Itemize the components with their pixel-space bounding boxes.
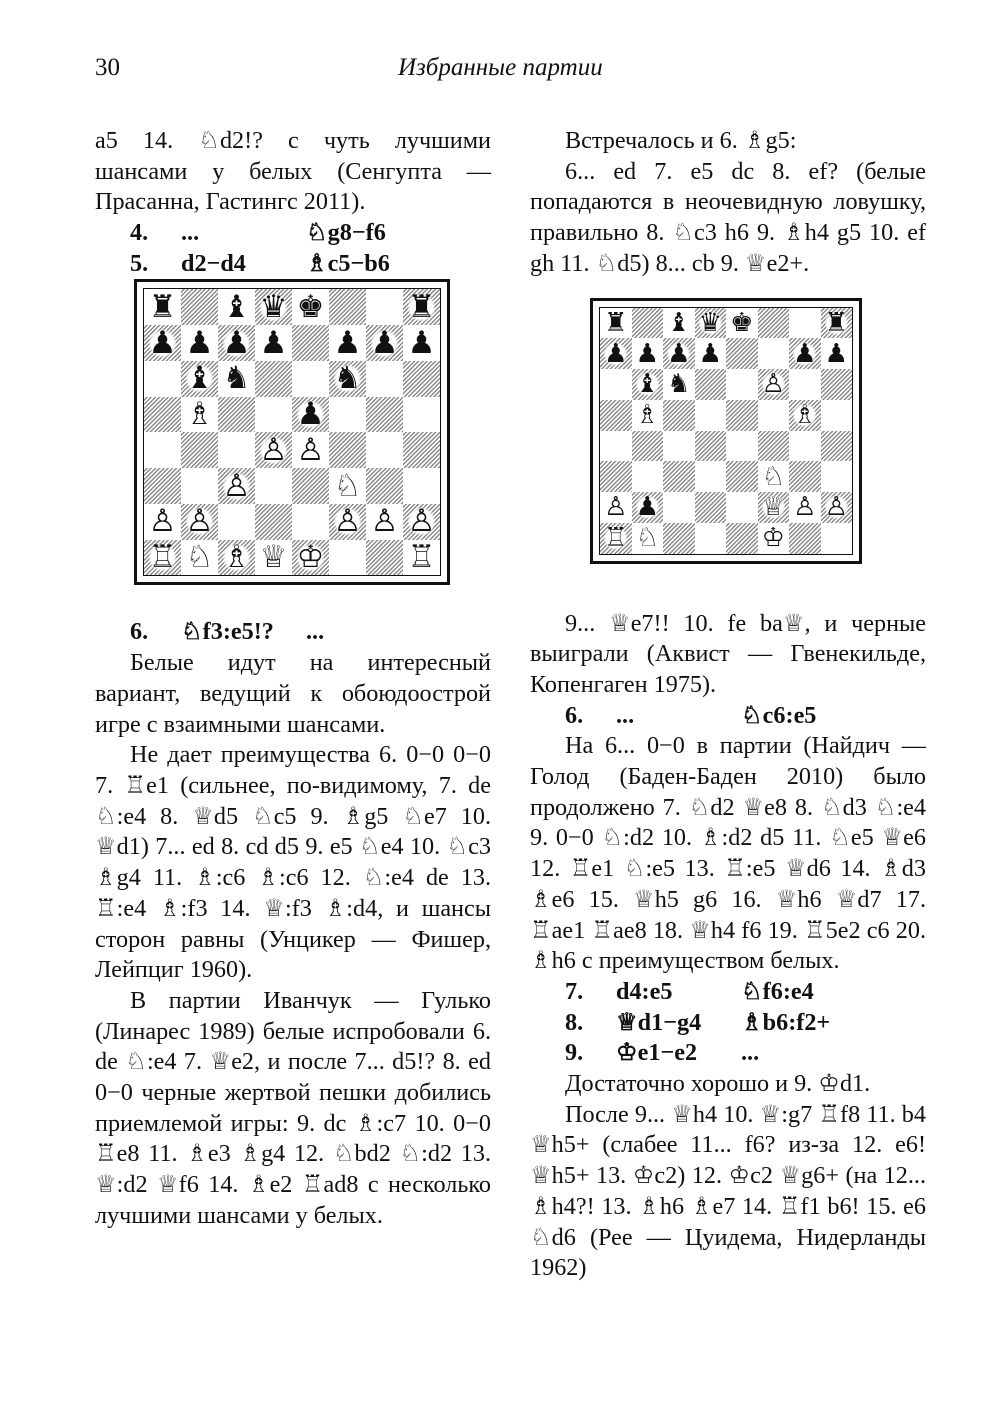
- board-square: [789, 492, 821, 523]
- board-square: [600, 431, 632, 462]
- move-number: 4.: [130, 219, 149, 247]
- board-square: [695, 369, 727, 400]
- move-number: 7.: [565, 977, 584, 1005]
- board-square: [403, 289, 440, 325]
- board-square: [726, 400, 758, 431]
- board-square: [218, 504, 255, 540]
- paragraph: 6... ed 7. e5 dc 8. ef? (белые попадаются в неочевидную ловушку, правильно 8. ♘c3 h6 9. ♗h4 g5 10. ef gh 11. ♘d5) 8... cb 9. ♕e2+.: [530, 157, 926, 277]
- chess-piece: ♙: [824, 492, 848, 523]
- move-line: [95, 218, 491, 249]
- board-square: [600, 523, 632, 554]
- board-square: [255, 504, 292, 540]
- board-square: [821, 431, 853, 462]
- move-line: [95, 617, 491, 648]
- board-square: [758, 492, 790, 523]
- board-square: [255, 325, 292, 361]
- chess-piece: ♟: [185, 324, 214, 361]
- right-column: [530, 126, 926, 1284]
- board-square: [632, 492, 664, 523]
- board-square: [632, 338, 664, 369]
- board-square: [181, 540, 218, 576]
- chess-piece: ♟: [296, 396, 325, 433]
- chess-piece: ♔: [761, 523, 785, 554]
- board-square: [789, 431, 821, 462]
- chess-piece: ♙: [185, 503, 214, 540]
- chess-piece: ♘: [761, 461, 785, 492]
- board-square: [789, 338, 821, 369]
- move-line: [95, 249, 491, 280]
- board-square: [663, 492, 695, 523]
- move-number: 9.: [565, 1039, 584, 1067]
- chess-piece: ♜: [824, 307, 848, 338]
- board-square: [758, 431, 790, 462]
- move-number: 6.: [565, 701, 584, 729]
- board-square: [789, 308, 821, 339]
- chess-piece: ♖: [148, 539, 177, 576]
- chess-piece: ♖: [407, 539, 436, 576]
- board-square: [695, 523, 727, 554]
- chess-piece: ♞: [667, 369, 691, 400]
- board-square: [144, 432, 181, 468]
- board-square: [218, 397, 255, 433]
- board-square: [600, 338, 632, 369]
- board-square: [366, 289, 403, 325]
- board-square: [789, 400, 821, 431]
- chess-piece: ♟: [604, 338, 628, 369]
- board-square: [789, 523, 821, 554]
- chess-piece: ♚: [296, 288, 325, 325]
- board-square: [255, 468, 292, 504]
- board-square: [144, 289, 181, 325]
- board-square: [144, 361, 181, 397]
- board-square: [144, 540, 181, 576]
- chess-piece: ♙: [259, 431, 288, 468]
- paragraph: a5 14. ♘d2!? с чуть лучшими шансами у белых (Сенгупта — Прасанна, Гастингс 2011).: [95, 127, 491, 216]
- board-square: [329, 504, 366, 540]
- chess-piece: ♙: [761, 369, 785, 400]
- chess-piece: ♜: [148, 288, 177, 325]
- chess-piece: ♝: [635, 369, 659, 400]
- board-square: [695, 461, 727, 492]
- black-move: ...: [741, 1039, 760, 1067]
- board-square: [255, 289, 292, 325]
- chess-piece: ♟: [793, 338, 817, 369]
- chess-piece: ♙: [370, 503, 399, 540]
- chess-piece: ♙: [604, 492, 628, 523]
- board-square: [758, 369, 790, 400]
- black-move: ♘g8−f6: [306, 219, 386, 247]
- board-square: [366, 397, 403, 433]
- board-square: [758, 400, 790, 431]
- board-square: [663, 431, 695, 462]
- chess-piece: ♞: [222, 360, 251, 397]
- chess-piece: ♟: [333, 324, 362, 361]
- board-square: [632, 431, 664, 462]
- chess-piece: ♝: [222, 288, 251, 325]
- move-number: 8.: [565, 1008, 584, 1036]
- board-square: [218, 432, 255, 468]
- board-square: [632, 308, 664, 339]
- board-square: [632, 461, 664, 492]
- board-square: [218, 468, 255, 504]
- board-square: [821, 338, 853, 369]
- board-square: [821, 400, 853, 431]
- board-square: [255, 432, 292, 468]
- move-number: 6.: [130, 618, 149, 646]
- board-square: [255, 540, 292, 576]
- white-move: ...: [616, 701, 635, 729]
- board-square: [181, 289, 218, 325]
- board-square: [329, 325, 366, 361]
- board-square: [218, 540, 255, 576]
- chess-piece: ♛: [698, 307, 722, 338]
- board-square: [758, 338, 790, 369]
- board-square: [695, 431, 727, 462]
- board-square: [366, 325, 403, 361]
- chess-piece: ♘: [333, 467, 362, 504]
- left-column: [95, 126, 491, 1232]
- board-square: [329, 432, 366, 468]
- paragraph: Встречалось и 6. ♗g5:: [565, 127, 797, 154]
- board-square: [403, 468, 440, 504]
- board-square: [758, 461, 790, 492]
- chess-piece: ♞: [333, 360, 362, 397]
- move-line: [530, 1038, 926, 1069]
- board-square: [789, 461, 821, 492]
- board-square: [292, 468, 329, 504]
- white-move: d4:e5: [616, 977, 673, 1005]
- chess-piece: ♟: [370, 324, 399, 361]
- board-square: [726, 492, 758, 523]
- board-square: [821, 308, 853, 339]
- board-square: [695, 400, 727, 431]
- move-line: [530, 701, 926, 732]
- chess-piece: ♙: [407, 503, 436, 540]
- white-move: ♘f3:e5!?: [181, 618, 274, 646]
- chess-piece: ♜: [407, 288, 436, 325]
- white-move: ...: [181, 219, 200, 247]
- chess-piece: ♗: [185, 396, 214, 433]
- chess-piece: ♟: [635, 492, 659, 523]
- board-square: [663, 338, 695, 369]
- board-square: [366, 540, 403, 576]
- running-title: Избранные партии: [398, 54, 603, 81]
- board-square: [726, 523, 758, 554]
- board-square: [758, 523, 790, 554]
- board-square: [181, 361, 218, 397]
- board-square: [181, 432, 218, 468]
- board-square: [403, 325, 440, 361]
- chess-piece: ♛: [259, 288, 288, 325]
- board-square: [726, 461, 758, 492]
- board-square: [726, 308, 758, 339]
- board-square: [144, 504, 181, 540]
- board-square: [181, 504, 218, 540]
- black-move: ♗c5−b6: [306, 249, 390, 277]
- board-square: [329, 361, 366, 397]
- board-square: [366, 504, 403, 540]
- chess-piece: ♟: [698, 338, 722, 369]
- board-square: [292, 361, 329, 397]
- board-square: [663, 308, 695, 339]
- board-square: [292, 504, 329, 540]
- board-square: [789, 369, 821, 400]
- board-square: [292, 289, 329, 325]
- board-square: [329, 397, 366, 433]
- chess-piece: ♟: [259, 324, 288, 361]
- board-square: [218, 325, 255, 361]
- board-square: [403, 504, 440, 540]
- board-square: [144, 397, 181, 433]
- chess-piece: ♟: [824, 338, 848, 369]
- board-square: [218, 361, 255, 397]
- board-square: [600, 461, 632, 492]
- board-square: [600, 400, 632, 431]
- paragraph: На 6... 0−0 в партии (Найдич — Голод (Баден-Баден 2010) было продолжено 7. ♘d2 ♕e8 8. ♘d3 ♘:e4 9. 0−0 ♘:d2 10. ♗:d2 d5 11. ♘e5 ♕e6 12. ♖e1 ♘:e5 13. ♖:e5 ♕d6 14. ♗d3 ♗e6 15. ♕h5 g6 16. ♕h6 ♕d7 17. ♖ae1 ♖ae8 18. ♕h4 f6 19. ♖5e2 c6 20. ♗h6 с преимуществом белых.: [530, 732, 926, 975]
- chess-piece: ♝: [667, 307, 691, 338]
- board-square: [403, 361, 440, 397]
- paragraph: Достаточно хорошо и 9. ♔d1.: [565, 1070, 871, 1097]
- move-line: [530, 1008, 926, 1039]
- chess-piece: ♔: [296, 539, 325, 576]
- board-square: [366, 361, 403, 397]
- white-move: d2−d4: [181, 249, 246, 277]
- board-square: [663, 369, 695, 400]
- board-square: [600, 369, 632, 400]
- board-square: [181, 468, 218, 504]
- chess-piece: ♟: [667, 338, 691, 369]
- black-move: ♘f6:e4: [741, 977, 814, 1005]
- board-square: [255, 397, 292, 433]
- board-square: [366, 468, 403, 504]
- chess-piece: ♙: [148, 503, 177, 540]
- board-square: [600, 492, 632, 523]
- board-square: [632, 369, 664, 400]
- chess-piece: ♗: [222, 539, 251, 576]
- chess-piece: ♜: [604, 307, 628, 338]
- page-header: [0, 0, 1000, 100]
- chess-piece: ♟: [148, 324, 177, 361]
- chess-piece: ♙: [333, 503, 362, 540]
- chess-piece: ♚: [730, 307, 754, 338]
- chess-piece: ♘: [185, 539, 214, 576]
- board-square: [632, 523, 664, 554]
- paragraph: В партии Иванчук — Гулько (Линарес 1989) белые испробовали 6. de ♘:e4 7. ♕e2, и после 7... d5!? 8. ed 0−0 черные жертвой пешки добились приемлемой игры: 9. dc ♗:c7 10. 0−0 ♖e8 11. ♗e3 ♗g4 12. ♘bd2 ♘:d2 13. ♕:d2 ♕f6 14. ♗e2 ♖ad8 с несколько лучшими шансами у белых.: [95, 986, 491, 1229]
- board-square: [144, 468, 181, 504]
- board-square: [181, 325, 218, 361]
- board-square: [292, 397, 329, 433]
- white-move: ♕d1−g4: [616, 1008, 702, 1036]
- board-square: [758, 308, 790, 339]
- board-square: [181, 397, 218, 433]
- black-move: ♗b6:f2+: [741, 1008, 831, 1036]
- board-square: [821, 369, 853, 400]
- board-square: [366, 432, 403, 468]
- chess-piece: ♟: [222, 324, 251, 361]
- move-line: [530, 977, 926, 1008]
- chess-piece: ♙: [296, 431, 325, 468]
- white-move: ♔e1−e2: [616, 1039, 698, 1067]
- black-move: ♘c6:e5: [741, 701, 817, 729]
- paragraph: Белые идут на интересный вариант, ведущий к обоюдоострой игре с взаимными шансами.: [95, 649, 491, 738]
- board-square: [695, 492, 727, 523]
- board-square: [695, 308, 727, 339]
- paragraph: После 9... ♕h4 10. ♕:g7 ♖f8 11. b4 ♕h5+ (слабее 11... f6? из-за 12. e6! ♕h5+ 13. ♔c2) 12. ♔c2 ♕g6+ (на 12... ♗h4?! 13. ♗h6 ♗e7 14. ♖f1 b6! 15. e6 ♘d6 (Рее — Цуидема, Нидерланды 1962): [530, 1100, 926, 1282]
- chess-piece: ♕: [259, 539, 288, 576]
- paragraph: Не дает преимущества 6. 0−0 0−0 7. ♖e1 (сильнее, по-видимому, 7. de ♘:e4 8. ♕d5 ♘c5 9. ♗g5 ♘e7 10. ♕d1) 7... ed 8. cd d5 9. e5 ♘e4 10. ♘c3 ♗g4 11. ♗:c6 ♗:c6 12. ♘:e4 de 13. ♖:e4 ♗:f3 14. ♕:f3 ♗:d4, и шансы сторон равны (Унцикер — Фишер, Лейпциг 1960).: [95, 741, 491, 984]
- move-number: 5.: [130, 249, 149, 277]
- board-square: [329, 540, 366, 576]
- board-square: [663, 461, 695, 492]
- board-square: [821, 492, 853, 523]
- board-square: [632, 400, 664, 431]
- chess-piece: ♙: [222, 467, 251, 504]
- board-square: [292, 432, 329, 468]
- board-square: [292, 325, 329, 361]
- chess-piece: ♗: [793, 400, 817, 431]
- board-square: [403, 432, 440, 468]
- board-square: [292, 540, 329, 576]
- chess-piece: ♘: [635, 523, 659, 554]
- board-square: [600, 308, 632, 339]
- board-square: [726, 431, 758, 462]
- board-square: [255, 361, 292, 397]
- chess-piece: ♙: [793, 492, 817, 523]
- chess-piece: ♖: [604, 523, 628, 554]
- page-number: 30: [95, 54, 120, 81]
- board-square: [218, 289, 255, 325]
- board-square: [663, 400, 695, 431]
- black-move: ...: [306, 618, 325, 646]
- board-square: [821, 461, 853, 492]
- chess-piece: ♗: [635, 400, 659, 431]
- board-square: [329, 289, 366, 325]
- board-square: [726, 369, 758, 400]
- chess-piece: ♟: [635, 338, 659, 369]
- paragraph: 9... ♕e7!! 10. fe ba♕, и черные выиграли (Аквист — Гвенекильде, Копенгаген 1975).: [530, 609, 926, 698]
- board-square: [821, 523, 853, 554]
- board-square: [663, 523, 695, 554]
- chess-piece: ♕: [761, 492, 785, 523]
- chess-diagram: [590, 298, 862, 564]
- chess-diagram: [134, 279, 450, 585]
- board-square: [726, 338, 758, 369]
- chess-piece: ♟: [407, 324, 436, 361]
- chess-piece: ♝: [185, 360, 214, 397]
- board-square: [403, 540, 440, 576]
- board-square: [403, 397, 440, 433]
- board-square: [144, 325, 181, 361]
- board-square: [695, 338, 727, 369]
- board-square: [329, 468, 366, 504]
